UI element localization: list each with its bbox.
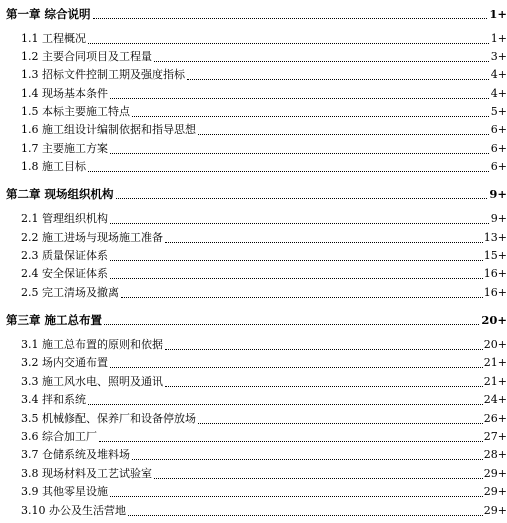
toc-entry-title: 2.1 管理组织机构 bbox=[21, 212, 108, 225]
toc-entry-title: 1.7 主要施工方案 bbox=[21, 142, 108, 155]
toc-entry-title: 3.9 其他零星设施 bbox=[21, 485, 108, 498]
dot-leader bbox=[88, 404, 485, 405]
toc-entry-title: 第三章 施工总布置 bbox=[6, 313, 103, 327]
toc-section-3-1[interactable] bbox=[0, 335, 507, 353]
toc-section-1-2[interactable] bbox=[0, 47, 507, 65]
dot-leader bbox=[132, 459, 485, 460]
toc-chapter-1[interactable] bbox=[0, 4, 507, 22]
toc-section-3-9[interactable] bbox=[0, 482, 507, 500]
toc-section-3-3[interactable] bbox=[0, 372, 507, 390]
toc-chapter-3[interactable] bbox=[0, 310, 507, 328]
toc-entry-title: 3.2 场内交通布置 bbox=[21, 356, 108, 369]
toc-entry-page: 29+ bbox=[483, 485, 507, 498]
dot-leader bbox=[165, 386, 485, 387]
toc-entry-title: 1.4 现场基本条件 bbox=[21, 87, 108, 100]
dot-leader bbox=[99, 441, 485, 442]
toc-entry-title: 2.4 安全保证体系 bbox=[21, 267, 108, 280]
dot-leader bbox=[198, 423, 485, 424]
toc-entry-title: 2.5 完工清场及撤离 bbox=[21, 286, 119, 299]
toc-entry-page: 16+ bbox=[483, 286, 507, 299]
toc-entry-title: 3.10 办公及生活营地 bbox=[21, 504, 126, 517]
toc-section-2-1[interactable] bbox=[0, 209, 507, 227]
toc-entry-title: 3.6 综合加工厂 bbox=[21, 430, 97, 443]
dot-leader bbox=[198, 134, 493, 135]
toc-section-3-4[interactable] bbox=[0, 390, 507, 408]
toc-entry-title: 3.5 机械修配、保养厂和设备停放场 bbox=[21, 412, 196, 425]
toc-entry-page: 3+ bbox=[490, 50, 507, 63]
dot-leader bbox=[88, 43, 493, 44]
toc-section-3-6[interactable] bbox=[0, 427, 507, 445]
toc-entry-title: 3.1 施工总布置的原则和依据 bbox=[21, 338, 163, 351]
toc-entry-page: 20+ bbox=[483, 338, 507, 351]
dot-leader bbox=[110, 98, 493, 99]
toc-entry-page: 1+ bbox=[490, 32, 507, 45]
toc-entry-title: 3.4 拌和系统 bbox=[21, 393, 86, 406]
toc-entry-page: 6+ bbox=[490, 160, 507, 173]
dot-leader bbox=[165, 242, 487, 243]
dot-leader bbox=[116, 198, 493, 199]
dot-leader bbox=[104, 324, 485, 325]
toc-section-1-4[interactable] bbox=[0, 84, 507, 102]
toc-entry-title: 2.2 施工进场与现场施工准备 bbox=[21, 231, 163, 244]
dot-leader bbox=[128, 515, 485, 516]
toc-entry-title: 1.8 施工目标 bbox=[21, 160, 86, 173]
toc-chapter-2[interactable] bbox=[0, 184, 507, 202]
dot-leader bbox=[110, 278, 487, 279]
toc-section-1-8[interactable] bbox=[0, 157, 507, 175]
toc-entry-page: 28+ bbox=[483, 448, 507, 461]
toc-entry-page: 29+ bbox=[483, 467, 507, 480]
toc-entry-page: 24+ bbox=[483, 393, 507, 406]
toc-entry-title: 1.3 招标文件控制工期及强度指标 bbox=[21, 68, 185, 81]
toc-entry-page: 6+ bbox=[490, 142, 507, 155]
toc-section-2-3[interactable] bbox=[0, 246, 507, 264]
toc-entry-page: 6+ bbox=[490, 123, 507, 136]
toc-entry-page: 5+ bbox=[490, 105, 507, 118]
toc-entry-title: 1.6 施工组设计编制依据和指导思想 bbox=[21, 123, 196, 136]
toc-section-2-5[interactable] bbox=[0, 283, 507, 301]
toc-section-3-5[interactable] bbox=[0, 409, 507, 427]
toc-section-1-3[interactable] bbox=[0, 65, 507, 83]
toc-entry-page: 26+ bbox=[483, 412, 507, 425]
dot-leader bbox=[110, 367, 485, 368]
toc-entry-title: 3.3 施工风水电、照明及通讯 bbox=[21, 375, 163, 388]
dot-leader bbox=[132, 116, 493, 117]
toc-entry-title: 3.7 仓储系统及堆料场 bbox=[21, 448, 130, 461]
toc-section-3-7[interactable] bbox=[0, 445, 507, 463]
toc-entry-title: 3.8 现场材料及工艺试验室 bbox=[21, 467, 152, 480]
toc-entry-page: 1+ bbox=[489, 7, 507, 21]
toc-entry-page: 9+ bbox=[489, 187, 507, 201]
dot-leader bbox=[88, 171, 493, 172]
toc-entry-page: 4+ bbox=[490, 87, 507, 100]
dot-leader bbox=[93, 18, 493, 19]
toc-section-2-2[interactable] bbox=[0, 228, 507, 246]
dot-leader bbox=[110, 260, 487, 261]
toc-entry-title: 1.2 主要合同项目及工程量 bbox=[21, 50, 152, 63]
dot-leader bbox=[187, 79, 493, 80]
toc-entry-title: 1.5 本标主要施工特点 bbox=[21, 105, 130, 118]
dot-leader bbox=[110, 496, 485, 497]
dot-leader bbox=[110, 153, 493, 154]
toc-entry-page: 29+ bbox=[483, 504, 507, 517]
toc-entry-page: 16+ bbox=[483, 267, 507, 280]
toc-entry-page: 20+ bbox=[481, 313, 507, 327]
toc-entry-title: 第一章 综合说明 bbox=[6, 7, 91, 21]
toc-section-3-2[interactable] bbox=[0, 353, 507, 371]
toc-entry-page: 13+ bbox=[483, 231, 507, 244]
toc-section-3-10[interactable] bbox=[0, 501, 507, 519]
toc-entry-page: 27+ bbox=[483, 430, 507, 443]
toc-entry-page: 9+ bbox=[490, 212, 507, 225]
toc-entry-page: 21+ bbox=[483, 375, 507, 388]
toc-entry-title: 第二章 现场组织机构 bbox=[6, 187, 114, 201]
toc-entry-page: 15+ bbox=[483, 249, 507, 262]
toc-section-3-8[interactable] bbox=[0, 464, 507, 482]
dot-leader bbox=[110, 223, 493, 224]
toc-section-1-1[interactable] bbox=[0, 29, 507, 47]
toc-section-1-6[interactable] bbox=[0, 120, 507, 138]
dot-leader bbox=[121, 297, 487, 298]
toc-section-1-5[interactable] bbox=[0, 102, 507, 120]
toc-entry-page: 4+ bbox=[490, 68, 507, 81]
toc-entry-title: 1.1 工程概况 bbox=[21, 32, 86, 45]
dot-leader bbox=[165, 349, 485, 350]
toc-section-2-4[interactable] bbox=[0, 264, 507, 282]
toc-section-1-7[interactable] bbox=[0, 139, 507, 157]
dot-leader bbox=[154, 478, 485, 479]
toc-entry-page: 21+ bbox=[483, 356, 507, 369]
dot-leader bbox=[154, 61, 493, 62]
toc-entry-title: 2.3 质量保证体系 bbox=[21, 249, 108, 262]
